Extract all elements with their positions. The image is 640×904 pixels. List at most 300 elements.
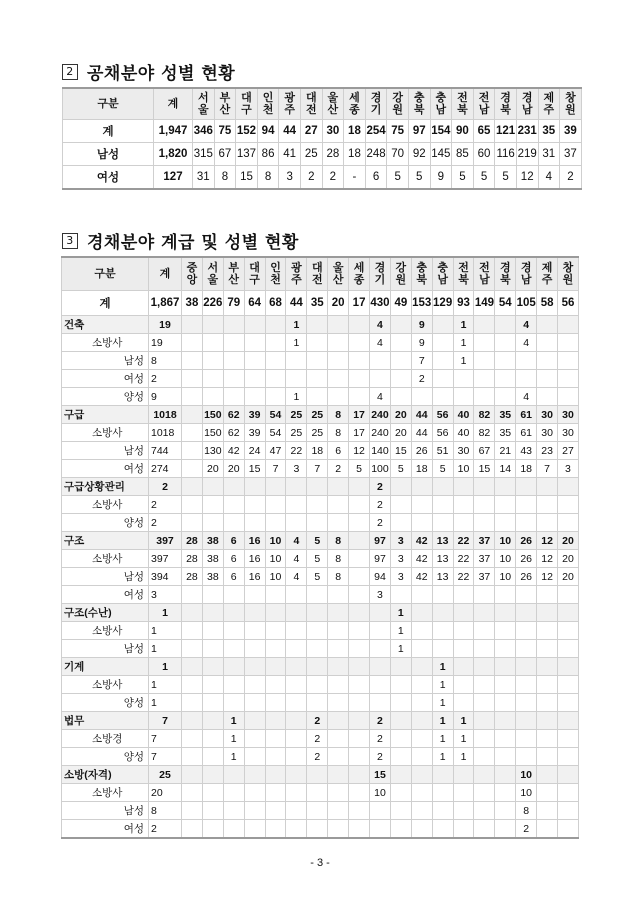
value-cell [537,622,558,640]
value-cell: 17 [349,406,370,424]
value-cell [411,478,432,496]
value-cell [432,370,453,388]
value-cell [202,514,223,532]
value-cell [474,370,495,388]
value-cell: 28 [182,550,203,568]
value-cell [307,694,328,712]
header-region [453,257,474,291]
value-cell [495,496,516,514]
value-cell [516,604,537,622]
value-cell [495,334,516,352]
total-cell: 1018 [149,406,182,424]
value-cell [328,352,349,370]
value-cell: 12 [349,442,370,460]
value-cell [182,496,203,514]
total-row [62,291,579,316]
total-cell: 1,820 [154,143,193,166]
value-cell: 5 [408,166,430,190]
value-cell: 4 [538,166,560,190]
header-char: 대 [249,262,260,274]
header-region [244,257,265,291]
value-cell [495,820,516,839]
value-cell [244,496,265,514]
row-label: 법무 [62,712,149,730]
value-cell [558,388,579,406]
value-cell: 121 [495,120,517,143]
value-cell: 15 [236,166,258,190]
total-cell: 1 [149,658,182,676]
value-cell [244,370,265,388]
value-cell: 2 [307,730,328,748]
header-char: 구 [249,274,260,286]
value-cell [349,694,370,712]
total-cell: 8 [149,352,182,370]
value-cell [495,622,516,640]
value-cell [474,334,495,352]
recruit-by-gender-table [62,87,582,190]
value-cell [516,712,537,730]
value-cell: 5 [432,460,453,478]
header-char: 구 [241,104,252,116]
value-cell [390,658,411,676]
value-cell [411,694,432,712]
value-cell [349,532,370,550]
value-cell: 54 [495,291,516,316]
value-cell [537,604,558,622]
table-row [63,143,582,166]
value-cell: 2 [411,370,432,388]
value-cell: 116 [495,143,517,166]
value-cell [328,478,349,496]
value-cell [202,316,223,334]
value-cell [537,640,558,658]
value-cell [223,622,244,640]
row-label: 소방사 [62,496,149,514]
header-char: 대 [305,92,317,104]
value-cell [537,658,558,676]
value-cell [202,694,223,712]
total-cell: 2 [149,820,182,839]
value-cell: 18 [411,460,432,478]
value-cell [411,730,432,748]
value-cell [244,622,265,640]
total-cell: 127 [154,166,193,190]
value-cell: 54 [265,424,286,442]
section-title: 경채분야 계급 및 성별 현황 [87,233,299,253]
value-cell: 27 [300,120,322,143]
value-cell [244,820,265,839]
header-char: 전 [479,262,490,274]
value-cell [182,388,203,406]
value-cell [390,478,411,496]
value-cell: 79 [223,291,244,316]
value-cell [349,604,370,622]
header-char: 대 [241,92,252,104]
header-char: 전 [458,262,469,274]
row-label: 여성 [62,460,149,478]
value-cell: 4 [286,550,307,568]
value-cell [286,622,307,640]
value-cell: 22 [453,550,474,568]
value-cell [495,676,516,694]
header-total: 계 [154,88,193,120]
header-char: 울 [332,262,344,274]
value-cell [182,730,203,748]
value-cell [349,640,370,658]
total-cell: 19 [149,334,182,352]
value-cell [495,388,516,406]
header-char: 세 [349,92,360,104]
value-cell [411,658,432,676]
value-cell [328,514,349,532]
total-cell: 7 [149,712,182,730]
value-cell [474,784,495,802]
header-char: 원 [562,274,574,286]
total-cell: 8 [149,802,182,820]
value-cell: 56 [432,424,453,442]
value-cell [390,496,411,514]
value-cell [265,604,286,622]
value-cell [182,622,203,640]
total-cell: 2 [149,478,182,496]
header-char: 충 [416,262,428,274]
value-cell [411,748,432,766]
value-cell: 1 [223,730,244,748]
row-label: 여성 [63,166,154,190]
value-cell [328,622,349,640]
value-cell [223,496,244,514]
value-cell [432,316,453,334]
header-region [279,88,301,120]
header-char: 남 [437,274,448,286]
value-cell: 130 [202,442,223,460]
value-cell: 3 [286,460,307,478]
value-cell [453,658,474,676]
value-cell [390,694,411,712]
value-cell: 3 [390,550,411,568]
value-cell: 10 [516,766,537,784]
value-cell [411,604,432,622]
value-cell [349,316,370,334]
value-cell: 4 [516,388,537,406]
value-cell: 44 [279,120,301,143]
value-cell: 54 [265,406,286,424]
total-cell: 2 [149,370,182,388]
rank-row [62,622,579,640]
rank-row [62,784,579,802]
row-label: 양성 [62,388,149,406]
value-cell [202,658,223,676]
value-cell [182,478,203,496]
value-cell [307,784,328,802]
value-cell: 5 [473,166,495,190]
value-cell [328,820,349,839]
value-cell: 44 [411,424,432,442]
value-cell: 7 [411,352,432,370]
value-cell [516,640,537,658]
value-cell: 5 [387,166,409,190]
value-cell [370,694,391,712]
value-cell: 62 [223,424,244,442]
value-cell [265,586,286,604]
value-cell [453,766,474,784]
value-cell [495,766,516,784]
header-region [182,257,203,291]
value-cell: 1 [223,748,244,766]
header-region [452,88,474,120]
value-cell: 15 [244,460,265,478]
header-char: 기 [370,104,382,116]
value-cell [370,676,391,694]
value-cell [537,676,558,694]
value-cell [537,694,558,712]
value-cell [244,748,265,766]
value-cell [411,514,432,532]
value-cell [474,352,495,370]
value-cell [182,316,203,334]
value-cell: 97 [408,120,430,143]
value-cell [558,370,579,388]
section-title: 공채분야 성별 현황 [87,64,236,84]
value-cell: 6 [365,166,387,190]
header-region [408,88,430,120]
value-cell [558,784,579,802]
value-cell: 51 [432,442,453,460]
row-label: 구조 [62,532,149,550]
header-char: 광 [284,92,295,104]
value-cell: 154 [430,120,452,143]
header-char: 남 [479,274,490,286]
value-cell: 23 [537,442,558,460]
value-cell: 226 [202,291,223,316]
value-cell: 2 [300,166,322,190]
header-region [223,257,244,291]
value-cell [558,730,579,748]
value-cell [328,676,349,694]
value-cell [495,748,516,766]
value-cell [307,316,328,334]
header-region [236,88,258,120]
total-cell: 1 [149,604,182,622]
value-cell [390,712,411,730]
value-cell: 15 [390,442,411,460]
category-row [62,604,579,622]
table-header-row [63,88,582,120]
value-cell [265,658,286,676]
value-cell: 97 [370,532,391,550]
header-char: 북 [457,104,468,116]
value-cell [390,730,411,748]
value-cell [328,730,349,748]
gender-row [62,640,579,658]
total-cell: 394 [149,568,182,586]
value-cell: 8 [328,406,349,424]
header-char: 제 [543,92,555,104]
value-cell: 41 [279,143,301,166]
row-label: 소방사 [62,784,149,802]
value-cell: 2 [370,478,391,496]
row-label: 계 [62,291,149,316]
value-cell [223,604,244,622]
value-cell: 12 [516,166,538,190]
value-cell: 12 [537,550,558,568]
value-cell: 346 [193,120,215,143]
value-cell: 27 [558,442,579,460]
total-cell: 20 [149,784,182,802]
value-cell: 85 [452,143,474,166]
value-cell: 2 [328,460,349,478]
header-char: 남 [478,104,490,116]
value-cell [286,514,307,532]
value-cell [411,496,432,514]
value-cell [182,406,203,424]
value-cell [349,514,370,532]
header-char: 천 [270,274,281,286]
value-cell [558,316,579,334]
value-cell: 30 [537,424,558,442]
value-cell: 152 [236,120,258,143]
value-cell [202,640,223,658]
value-cell: 1 [390,604,411,622]
total-cell: 7 [149,748,182,766]
value-cell [182,712,203,730]
value-cell [516,352,537,370]
value-cell: 40 [453,424,474,442]
value-cell [182,640,203,658]
value-cell [453,496,474,514]
value-cell: 1 [286,316,307,334]
value-cell [474,766,495,784]
row-label: 소방사 [62,622,149,640]
value-cell: 8 [516,802,537,820]
value-cell [328,640,349,658]
value-cell: 42 [223,442,244,460]
value-cell: 18 [344,120,366,143]
total-cell: 397 [149,550,182,568]
value-cell [244,352,265,370]
value-cell: 14 [495,460,516,478]
value-cell: 153 [411,291,432,316]
value-cell [202,478,223,496]
value-cell [558,694,579,712]
value-cell: 26 [516,532,537,550]
value-cell [349,568,370,586]
value-cell [411,586,432,604]
value-cell [286,604,307,622]
value-cell [286,658,307,676]
value-cell [558,712,579,730]
section-2-heading [62,59,235,84]
value-cell: - [344,166,366,190]
value-cell [537,730,558,748]
value-cell [370,604,391,622]
value-cell [453,820,474,839]
row-label: 여성 [62,820,149,839]
value-cell: 1 [453,316,474,334]
value-cell [244,514,265,532]
page-number: - 3 - [310,857,330,869]
value-cell: 61 [516,424,537,442]
value-cell [432,766,453,784]
value-cell: 10 [265,550,286,568]
value-cell [558,766,579,784]
value-cell [474,712,495,730]
value-cell [202,586,223,604]
value-cell [558,658,579,676]
header-char: 서 [207,262,219,274]
value-cell [453,676,474,694]
value-cell: 47 [265,442,286,460]
value-cell [495,640,516,658]
value-cell: 7 [307,460,328,478]
value-cell [307,496,328,514]
value-cell: 26 [516,550,537,568]
value-cell [328,370,349,388]
value-cell [516,370,537,388]
section-3-heading [62,228,299,253]
value-cell: 42 [411,550,432,568]
value-cell [453,388,474,406]
total-cell: 25 [149,766,182,784]
value-cell [349,388,370,406]
row-label: 구조(수난) [62,604,149,622]
value-cell [474,802,495,820]
value-cell [495,316,516,334]
total-cell: 7 [149,730,182,748]
header-region [516,88,538,120]
value-cell [453,622,474,640]
gender-row [62,388,579,406]
value-cell [370,370,391,388]
value-cell [495,352,516,370]
header-region [495,257,516,291]
value-cell: 60 [473,143,495,166]
header-char: 경 [521,92,533,104]
total-cell: 1,947 [154,120,193,143]
value-cell [474,748,495,766]
header-region [560,88,582,120]
gender-row [62,352,579,370]
value-cell: 3 [390,532,411,550]
value-cell [265,370,286,388]
value-cell: 2 [560,166,582,190]
value-cell [202,748,223,766]
value-cell: 62 [223,406,244,424]
header-char: 울 [207,274,219,286]
header-char: 세 [353,262,365,274]
value-cell [223,478,244,496]
value-cell [390,514,411,532]
header-region [430,88,452,120]
value-cell: 58 [537,291,558,316]
value-cell: 20 [558,568,579,586]
value-cell: 5 [495,166,517,190]
value-cell: 75 [387,120,409,143]
header-char: 천 [262,104,274,116]
value-cell [328,748,349,766]
header-region [387,88,409,120]
rank-row [62,424,579,442]
value-cell [202,730,223,748]
value-cell [453,802,474,820]
value-cell: 3 [370,586,391,604]
value-cell [265,694,286,712]
value-cell [265,478,286,496]
header-char: 경 [499,262,511,274]
row-label: 기계 [62,658,149,676]
value-cell: 18 [516,460,537,478]
value-cell [307,514,328,532]
